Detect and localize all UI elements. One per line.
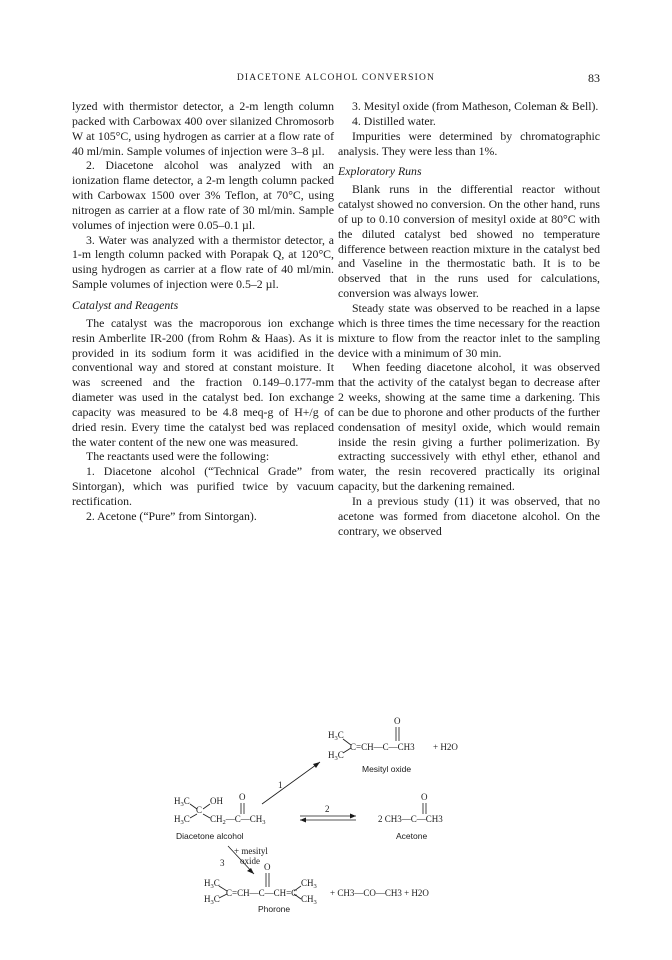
mesityl-plus-water: + H2O [433,742,458,752]
arrow-1-label: 1 [278,780,283,790]
diacetone-alcohol-label: Diacetone alcohol [176,831,244,841]
acetone-formula: 2 CH3—C—CH3 [378,814,443,824]
svg-text:H3C: $H_3C$ [328,750,344,762]
paragraph: The reactants used were the following: [86,449,270,464]
svg-text:CH2—C—CH3: $CH_2—C—CH_3$ [210,814,266,826]
running-head [72,71,600,87]
paragraph: 2. Diacetone alcohol was analyzed with an ionization flame detector, a 2-m length column packed with Carbowax 1500 over 3% Teflon, at 70°C, using nitrogen as carrier at a flow rate of 30 ml/min. Sample volumes of injection were 0.05–0.1 µl. [72,158,334,232]
svg-text:H3C: $H_3C$ [174,814,190,826]
paragraph: 3. Mesityl oxide (from Matheson, Coleman & Bell). [352,99,599,113]
mesityl-oxide-structure [328,716,458,774]
acetone-label: Acetone [396,831,428,841]
arrow-1 [262,762,320,804]
svg-text:C: C [196,805,203,815]
mesityl-oxide-label: Mesityl oxide [362,764,412,774]
diacetone-alcohol-structure [174,792,266,841]
svg-text:O: O [239,792,246,802]
paragraph: 3. Water was analyzed with a thermistor detector, a 1-m length column packed with Porapak Q, at 120°C, using hydrogen as carrier at a flow rate of 40 ml/min. Sample volumes of injection were 0.5–2 µl. [72,232,334,292]
page-number: 83 [588,71,600,85]
paragraph: lyzed with thermistor detector, a 2-m length column packed with Carbowax 400 over silanized Chromosorb W at 105°C, using hydrogen as carrier at a flow rate of 40 ml/min. Sample volumes of injection were 3–8 µl. [72,99,334,158]
svg-text:H3C: $H_3C$ [204,878,220,890]
svg-text:CH3: $CH_3$ [301,878,317,890]
phorone-rhs: + CH3—CO—CH3 + H2O [330,888,429,898]
svg-text:O: O [421,792,428,802]
svg-text:OH: OH [210,796,223,806]
svg-text:CH3: $CH_3$ [301,894,317,906]
svg-text:H3C: $H_3C$ [204,894,220,906]
svg-text:H3C: $H_3C$ [328,730,344,742]
svg-text:H3C: $H_3C$ [174,796,190,808]
paragraph: 1. Diacetone alcohol (“Technical Grade” from Sintorgan), which was purified twice by vacuum rectification. [72,464,334,508]
paragraph: When feeding diacetone alcohol, it was observed that the activity of the catalyst began to decrease after 2 weeks, showing at the same time a darkening. This can be due to phorone and other products of the further condensation of mesityl oxide, which would remain inside the resin giving a further polimerization. By extracting successively with ethyl ether, ethanol and water, the resin recovered practically its original capacity, but the darkening remained. [338,360,600,494]
svg-text:O: O [394,716,401,726]
paragraph: Impurities were determined by chromatographic analysis. They were less than 1%. [338,128,600,158]
paragraph: Steady state was observed to be reached in a lapse which is three times the time necessary for the reaction mixture to flow from the reactor inlet to the sampling device with a minimum of 30 min. [338,300,600,360]
phorone-label: Phorone [258,904,291,914]
arrow-3-label: 3 [220,858,225,868]
paragraph: 4. Distilled water. [352,113,436,128]
arrow-3-text-1: + mesityl [234,846,268,856]
svg-text:O: O [264,862,271,872]
right-column [338,99,600,538]
phorone-formula: C=CH—C—CH=C [226,888,298,898]
mesityl-formula: C=CH—C—CH3 [350,742,415,752]
arrow-2-label: 2 [325,804,330,814]
paragraph: The catalyst was the macroporous ion exchange resin Amberlite IR-200 (from Rohm & Haas). As it is provided in its sodium form it was acidified in the conventional way and stored at constant moisture. It was screened and the fraction 0.149–0.177-mm diameter was used in the catalyst bed. Ion exchange capacity was measured to be 4.8 meq-g of H+/g of dried resin. Every time the catalyst bed was replaced the water content of the new one was measured. [72,315,334,449]
section-heading: Exploratory Runs [338,164,422,179]
paragraph: 2. Acetone (“Pure” from Sintorgan). [86,508,257,523]
acetone-structure [378,792,443,841]
paragraph: Blank runs in the differential reactor without catalyst showed no conversion. On the other hand, runs of up to 0.10 conversion of mesityl oxide at 80°C with the diluted catalyst bed showed no temperature difference between reaction mixture in the catalyst bed and Vaseline in the thermostatic bath. It is to be observed that in the runs used for calculations, conversion was always lower. [338,182,600,301]
reaction-scheme-svg [150,712,530,906]
arrow-3-text-2: oxide [240,856,260,866]
reaction-scheme [150,712,530,906]
running-title: DIACETONE ALCOHOL CONVERSION [236,73,436,83]
phorone-structure [204,862,429,906]
paragraph: In a previous study (11) it was observed, that no acetone was formed from diacetone alcohol. On the contrary, we observed [338,493,600,538]
section-heading: Catalyst and Reagents [72,297,179,312]
left-column [72,99,334,524]
